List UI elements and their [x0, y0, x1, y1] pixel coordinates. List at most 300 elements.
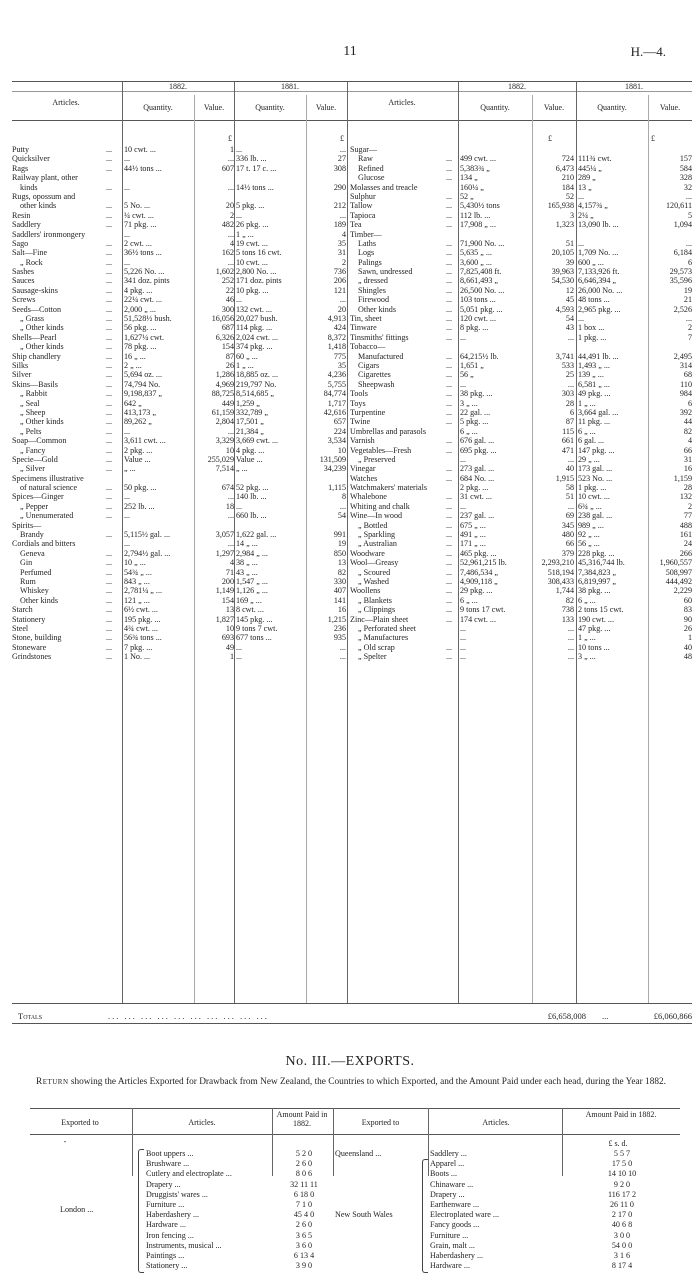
exp-header-articles: Articles. [188, 1118, 216, 1127]
table-row [12, 314, 348, 323]
value-1882: 88,725 [211, 389, 234, 399]
qty-1881: 1 „ ... [236, 229, 254, 239]
qty-1881: 289 „ [578, 173, 596, 183]
value-1881: 290 [333, 182, 346, 192]
qty-1882: ... [124, 182, 131, 192]
pound-sign: £ [651, 134, 655, 143]
qty-1881: ... [236, 652, 243, 662]
qty-1881: 173 gal. ... [578, 464, 613, 474]
export-amount: 8 17 4 [611, 1261, 633, 1271]
value-1882: 45 [565, 295, 574, 305]
value-1881: 35,596 [669, 276, 692, 286]
total-1881: £6,060,866 [653, 1011, 692, 1021]
qty-1881: 677 tons ... [236, 633, 272, 643]
leader-dots: ... [446, 276, 453, 286]
qty-1882: ... [460, 501, 467, 511]
qty-1881: 523 No. ... [578, 473, 613, 483]
article-name: Saddlers' ironmongery [12, 229, 86, 239]
value-1882: 738 [561, 605, 574, 615]
value-1882: 12 [565, 285, 574, 295]
table-row [350, 586, 692, 595]
table-row [350, 464, 692, 473]
value-1882: 133 [561, 614, 574, 624]
value-1881: 26 [683, 623, 692, 633]
page-code: H.—4. [630, 44, 666, 59]
qty-1882: 5,694 oz. ... [124, 370, 162, 380]
exp-divider [272, 1108, 273, 1176]
value-1882: 39 [565, 257, 574, 267]
qty-1881: 6 „ ... [578, 426, 596, 436]
value-1882: ... [567, 501, 574, 511]
pound-sign: £ [548, 134, 552, 143]
value-1882: 154 [221, 595, 234, 605]
qty-1882: ¼ cwt. ... [124, 210, 154, 220]
value-1882: 115 [562, 426, 574, 436]
value-1881: 657 [333, 417, 346, 427]
export-article: Boots ... [430, 1169, 457, 1179]
article-name: „ dressed [358, 276, 388, 286]
qty-1882: 5,430½ tons [460, 201, 500, 211]
leader-dots: ... [106, 182, 113, 192]
description-text: showing the Articles Exported for Drawback from New Zealand, the Countries to which Exported, and the Amount Paid under each head, during the Year 1882. [68, 1077, 666, 1087]
article-name: „ Other kinds [20, 342, 64, 352]
qty-1882: 54¾ „ ... [124, 567, 152, 577]
qty-1881: 19 cwt. ... [236, 238, 268, 248]
qty-1882: 50 pkg. ... [124, 483, 157, 493]
value-1882: 20,105 [551, 248, 574, 258]
total-1882: £6,658,008 [547, 1011, 586, 1021]
right-year-1881: 1881. [625, 82, 643, 91]
table-row [350, 389, 692, 398]
value-1882: 51 [565, 492, 574, 502]
qty-1881: 2 tons 15 cwt. [578, 605, 624, 615]
right-qty-1881-header: Quantity. [597, 103, 627, 112]
qty-1881: 336 lb. ... [236, 154, 267, 164]
table-row [12, 230, 348, 239]
article-name: Stone, building [12, 633, 62, 643]
value-1882: 87 [225, 351, 234, 361]
value-1881: 120,611 [665, 201, 692, 211]
leader-dots: ... [446, 370, 453, 380]
qty-1882: 26,500 No. ... [460, 285, 505, 295]
table-row [350, 230, 692, 239]
qty-1882: ... [460, 454, 467, 464]
value-1882: 379 [561, 548, 574, 558]
article-name: „ Pelts [20, 426, 42, 436]
leader-dots: ... [106, 257, 113, 267]
exp-psd-header: £ s. d. [608, 1139, 628, 1148]
table-row [350, 183, 692, 192]
article-name: Sulphur [350, 191, 376, 201]
article-name: Tinware [350, 323, 377, 333]
value-1881: 212 [333, 201, 346, 211]
table-row [350, 427, 692, 436]
leader-dots: ... [446, 436, 453, 446]
value-1882: 4,593 [555, 304, 574, 314]
leader-dots: ... [446, 530, 453, 540]
table-row [350, 521, 692, 530]
leader-dots: ... [106, 389, 113, 399]
leader-dots: ... [106, 154, 113, 164]
value-1881: 68 [683, 370, 692, 380]
article-name: Whalebone [350, 492, 387, 502]
value-1881: 83 [683, 605, 692, 615]
qty-1882: 3,600 „ ... [460, 257, 492, 267]
qty-1882: Value ... [124, 454, 151, 464]
table-row [12, 352, 348, 361]
article-name: Shingles [358, 285, 386, 295]
right-imports-table [350, 145, 692, 661]
export-article: Stationery ... [146, 1261, 188, 1271]
qty-1881: 139 „ ... [578, 370, 604, 380]
qty-1881: 2¼ „ [578, 210, 594, 220]
table-row [350, 436, 692, 445]
qty-1881: 2,024 cwt. ... [236, 332, 279, 342]
value-1881: 2 [687, 501, 692, 511]
leader-dots: ... [446, 464, 453, 474]
qty-1882: 44½ tons ... [124, 163, 162, 173]
table-row [12, 192, 348, 201]
article-name: Starch [12, 605, 33, 615]
value-1881: 84,774 [323, 389, 346, 399]
article-name: of natural science [20, 483, 78, 493]
value-1882: 2,804 [215, 417, 234, 427]
qty-1882: 112 lb. ... [460, 210, 491, 220]
return-lead: Return [36, 1077, 69, 1087]
leader-dots: ... [106, 605, 113, 615]
value-1882: ... [227, 492, 234, 502]
leader-dots: ... [106, 567, 113, 577]
table-row [350, 267, 692, 276]
table-row [350, 596, 692, 605]
export-amount: 9 2 0 [613, 1179, 631, 1189]
table-row [350, 305, 692, 314]
qty-1882: 5 pkg. ... [460, 417, 489, 427]
qty-1881: 43 „ ... [236, 567, 258, 577]
value-1881: 991 [333, 530, 346, 540]
article-name: Cigars [358, 360, 380, 370]
table-row [12, 220, 348, 229]
qty-1881: ... [236, 501, 243, 511]
qty-1881: 114 pkg. ... [236, 323, 273, 333]
qty-1882: 9 tons 17 cwt. [460, 605, 506, 615]
table-row [12, 568, 348, 577]
qty-1881: 11 pkg. ... [578, 417, 611, 427]
article-name: Tinsmiths' fittings [350, 332, 409, 342]
value-1881: 66 [683, 445, 692, 455]
article-name: other kinds [20, 201, 57, 211]
value-1882: 482 [221, 220, 234, 230]
value-1882: 1,286 [215, 370, 234, 380]
exports-title: No. III.—EXPORTS. [285, 1054, 415, 1069]
value-1882: 3,057 [215, 530, 234, 540]
leader-dots: ... [446, 511, 453, 521]
article-name: Wool—Greasy [350, 558, 399, 568]
article-name: „ Spelter [358, 652, 387, 662]
qty-1882: 10 cwt. ... [124, 145, 156, 154]
value-1882: 40 [565, 464, 574, 474]
qty-1881: 147 pkg. ... [578, 445, 615, 455]
article-name: Laths [358, 238, 376, 248]
qty-1882: 74,794 No. [124, 379, 161, 389]
qty-1881: 9 tons 7 cwt. [236, 623, 278, 633]
value-1882: 61,159 [211, 407, 234, 417]
article-name: Seeds—Cotton [12, 304, 62, 314]
qty-1882: 7,486,534 „ [460, 567, 498, 577]
export-amount: 5 2 0 [295, 1149, 313, 1158]
qty-1881: 228 pkg. ... [578, 548, 615, 558]
qty-1881: ... [236, 642, 243, 652]
qty-1881: ... [236, 295, 243, 305]
value-1881: 4,913 [327, 314, 346, 324]
article-name: Raw [358, 154, 373, 164]
article-name: Firewood [358, 295, 390, 305]
table-row [350, 483, 692, 492]
table-row [350, 192, 692, 201]
page-number: 11 [343, 44, 357, 59]
value-1882: 693 [221, 633, 234, 643]
value-1881: 40 [683, 642, 692, 652]
article-name: Glucose [358, 173, 385, 183]
qty-1881: 332,789 „ [236, 407, 268, 417]
leader-dots: ... [446, 576, 453, 586]
export-amount: 2 17 0 [611, 1210, 633, 1220]
value-1882: 6 [569, 407, 574, 417]
value-1881: 584 [679, 163, 692, 173]
left-year-1882: 1882. [169, 82, 187, 91]
qty-1881: 989 „ ... [578, 520, 604, 530]
leader-dots: ... [106, 436, 113, 446]
article-name: Woollens [350, 586, 381, 596]
leader-dots: ... [106, 454, 113, 464]
qty-1882: 6½ cwt. ... [124, 605, 158, 615]
leader-dots: ... [446, 501, 453, 511]
qty-1882: 3 „ ... [460, 398, 478, 408]
qty-1882: ... [124, 511, 131, 521]
leader-dots: ... [106, 511, 113, 521]
export-amount: 45 4 0 [293, 1210, 315, 1220]
qty-1882: 56 „ [460, 370, 474, 380]
article-name: Skins—Basils [12, 379, 58, 389]
leader-dots: ... [106, 595, 113, 605]
export-article: Furniture ... [146, 1200, 185, 1209]
value-1881: 28 [683, 483, 692, 493]
value-1881: 308 [333, 163, 346, 173]
value-1882: 607 [221, 163, 234, 173]
export-article: Furniture ... [430, 1230, 469, 1240]
value-1882: 82 [565, 595, 574, 605]
leader-dots: ... [106, 652, 113, 662]
qty-1881: 111¾ cwt. [578, 154, 612, 164]
qty-1882: 5,226 No. ... [124, 267, 165, 277]
qty-1882: 2,000 „ ... [124, 304, 156, 314]
leader-dots: ... [106, 370, 113, 380]
qty-1882: ... [124, 257, 131, 267]
value-1882: 1,915 [555, 473, 574, 483]
export-article: Boot uppers ... [146, 1149, 194, 1158]
value-1882: ... [227, 511, 234, 521]
value-1881: 314 [679, 360, 692, 370]
export-article: Druggists' wares ... [146, 1189, 208, 1199]
qty-1882: 56 pkg. ... [124, 323, 157, 333]
table-row [350, 211, 692, 220]
article-name: Refined [358, 163, 384, 173]
export-article: Haberdashery ... [146, 1210, 200, 1220]
table-row [350, 154, 692, 163]
value-1881: 736 [333, 267, 346, 277]
value-1882: 674 [221, 483, 234, 493]
qty-1881: 20,027 bush. [236, 314, 278, 324]
exp-dash: ‑ [63, 1137, 67, 1146]
export-amount: 8 0 6 [295, 1169, 313, 1179]
qty-1881: ... [578, 238, 585, 248]
article-name: Cordials and bitters [12, 539, 76, 549]
table-row [12, 361, 348, 370]
table-row [12, 615, 348, 624]
leader-dots: ... [106, 483, 113, 493]
article-name: „ Sparkling [358, 530, 396, 540]
value-1882: ... [227, 229, 234, 239]
totals-top-rule [12, 1003, 692, 1004]
qty-1882: 10 „ ... [124, 558, 146, 568]
table-row [12, 539, 348, 548]
qty-1882: 3,611 cwt. ... [124, 436, 166, 446]
leader-dots: ... [106, 445, 113, 455]
table-row [12, 586, 348, 595]
export-article: Drapery ... [430, 1189, 465, 1199]
article-name: Tapioca [350, 210, 376, 220]
qty-1882: 676 gal. ... [460, 436, 495, 446]
article-name: Sausage-skins [12, 285, 58, 295]
export-article: Cutlery and electroplate ... [146, 1169, 232, 1179]
article-name: Tobacco— [350, 342, 386, 352]
export-amount: 3 6 5 [295, 1230, 313, 1240]
qty-1882: ... [124, 539, 131, 549]
table-row [350, 286, 692, 295]
value-1881: 35 [337, 360, 346, 370]
value-1882: ... [567, 623, 574, 633]
qty-1881: 3,669 cwt. ... [236, 436, 279, 446]
article-name: Rags [12, 163, 29, 173]
value-1881: 82 [337, 567, 346, 577]
leader-dots: ... [446, 548, 453, 558]
export-amount: 3 6 0 [295, 1240, 313, 1250]
value-1882: 52 [565, 191, 574, 201]
value-1882: ... [567, 652, 574, 662]
value-1881: 90 [683, 614, 692, 624]
value-1882: 87 [565, 417, 574, 427]
value-1881: 328 [679, 173, 692, 183]
value-1881: 1,159 [673, 473, 692, 483]
table-row [350, 633, 692, 642]
value-1881: 121 [333, 285, 346, 295]
table-row [350, 652, 692, 661]
table-row [350, 643, 692, 652]
left-val-1882-header: Value. [203, 103, 225, 112]
leader-dots: ... [106, 576, 113, 586]
value-1881: 5,755 [327, 379, 346, 389]
right-val-1881-header: Value. [659, 103, 681, 112]
value-1882: 2 [229, 210, 234, 220]
leader-dots: ... [106, 314, 113, 324]
value-1882: 6,326 [215, 332, 234, 342]
value-1882: 661 [561, 436, 574, 446]
qty-1881: ... [578, 314, 585, 324]
qty-1882: 237 gal. ... [460, 511, 495, 521]
article-name: Tin, sheet [350, 314, 382, 324]
value-1882: 43 [565, 323, 574, 333]
value-1882: 20 [225, 201, 234, 211]
qty-1882: 1,651 „ [460, 360, 484, 370]
value-1882: 49 [225, 642, 234, 652]
value-1882: 449 [221, 398, 234, 408]
article-name: Cigarettes [358, 370, 391, 380]
qty-1882: 4 pkg. ... [124, 285, 153, 295]
value-1882: 1 [229, 145, 234, 154]
qty-1882: 71,900 No. ... [460, 238, 505, 248]
export-amount: 3 0 0 [613, 1230, 631, 1240]
article-name: Varnish [350, 436, 375, 446]
totals-bottom-rule [12, 1023, 692, 1024]
table-row [350, 577, 692, 586]
article-name: Vegetables—Fresh [350, 445, 412, 455]
article-name: Watches [350, 473, 378, 483]
qty-1882: 36½ tons ... [124, 248, 162, 258]
value-1882: ... [227, 257, 234, 267]
totals-label: Totals [18, 1011, 43, 1021]
value-1881: 13 [337, 558, 346, 568]
table-row [350, 624, 692, 633]
totals-dots-2: ... [602, 1011, 609, 1021]
table-row [12, 173, 348, 182]
value-1882: 162 [221, 248, 234, 258]
right-qty-1882-header: Quantity. [480, 103, 510, 112]
qty-1881: 140 lb. ... [236, 492, 267, 502]
article-name: „ Blankets [358, 595, 392, 605]
value-1881: 31 [683, 454, 692, 464]
article-name: „ Washed [358, 576, 389, 586]
leader-dots: ... [106, 285, 113, 295]
value-1882: 46 [225, 295, 234, 305]
leader-dots: ... [106, 614, 113, 624]
table-row [350, 530, 692, 539]
article-name: Other kinds [20, 595, 58, 605]
qty-1881: 1 box ... [578, 323, 605, 333]
qty-1881: 1,126 „ ... [236, 586, 268, 596]
value-1881: 32 [683, 182, 692, 192]
table-row [12, 380, 348, 389]
qty-1882: 6 „ ... [460, 595, 478, 605]
leader-dots: ... [106, 267, 113, 277]
table-row [350, 417, 692, 426]
export-amount: 6 13 4 [293, 1251, 315, 1260]
article-name: Rum [20, 576, 36, 586]
table-row [350, 399, 692, 408]
pound-sign: £ [340, 134, 344, 143]
export-article: Earthenware ... [430, 1200, 479, 1209]
table-row [12, 201, 348, 210]
qty-1882: 843 „ ... [124, 576, 150, 586]
article-name: „ Silver [20, 464, 45, 474]
qty-1882: 5,383¾ „ [460, 163, 490, 173]
article-name: Palings [358, 257, 382, 267]
value-1882: 210 [561, 173, 574, 183]
qty-1881: ... [236, 145, 243, 154]
qty-1881: 6,819,997 „ [578, 576, 616, 586]
qty-1881: 445¼ „ [578, 163, 602, 173]
table-row [12, 145, 348, 154]
article-name: Manufactured [358, 351, 404, 361]
